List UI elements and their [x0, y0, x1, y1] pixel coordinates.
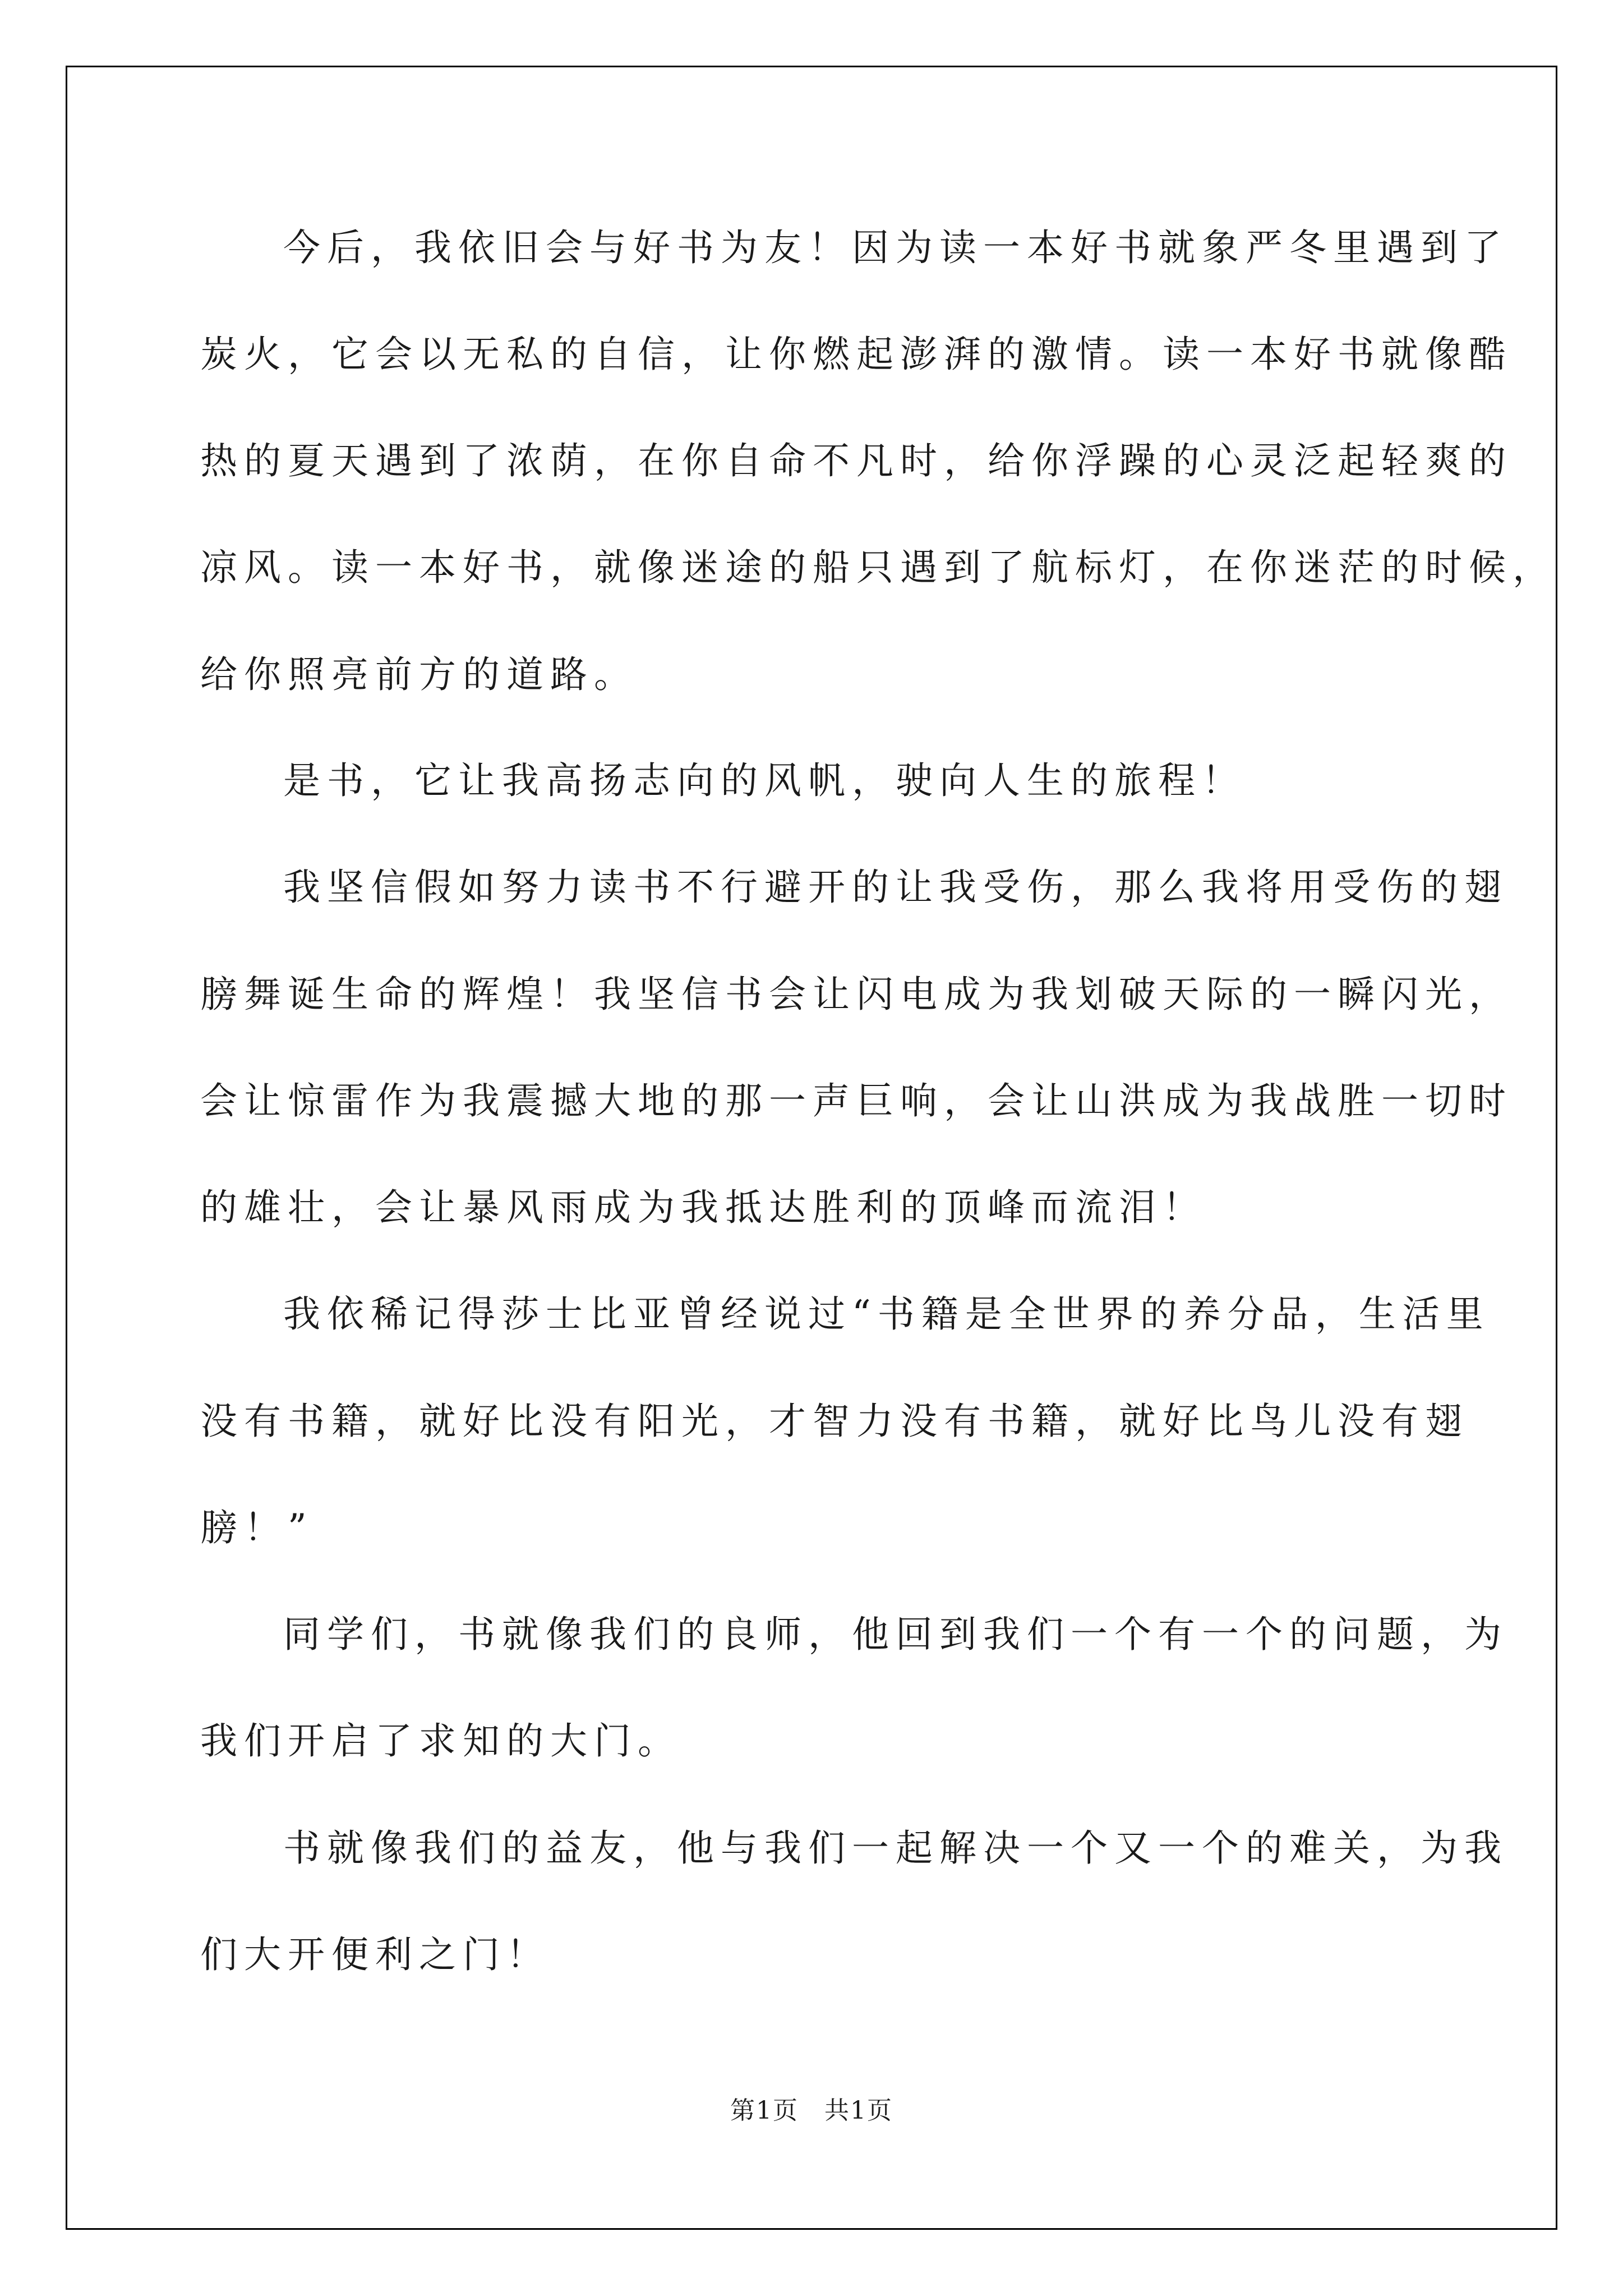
paragraph-line: 的雄壮，会让暴风雨成为我抵达胜利的顶峰而流泪！ [200, 1186, 1206, 1229]
paragraph-line: 会让惊雷作为我震撼大地的那一声巨响，会让山洪成为我战胜一切时 [200, 1079, 1513, 1122]
page-border [66, 66, 1557, 2230]
paragraph-line: 膀舞诞生命的辉煌！我坚信书会让闪电成为我划破天际的一瞬闪光， [200, 973, 1513, 1016]
page-number-footer: 第1页 共1页 [730, 2096, 893, 2125]
paragraph-line: 没有书籍，就好比没有阳光，才智力没有书籍，就好比鸟儿没有翅 [200, 1400, 1469, 1443]
paragraph-line: 们大开便利之门！ [200, 1933, 550, 1976]
paragraph-line: 我们开启了求知的大门。 [200, 1719, 681, 1763]
paragraph-line: 今后，我依旧会与好书为友！因为读一本好书就象严冬里遇到了 [283, 226, 1508, 269]
paragraph-line: 是书，它让我高扬志向的风帆，驶向人生的旅程！ [283, 759, 1246, 802]
paragraph-line: 膀！” [200, 1506, 313, 1549]
paragraph-line: 热的夏天遇到了浓荫，在你自命不凡时，给你浮躁的心灵泛起轻爽的 [200, 439, 1513, 482]
paragraph-line: 炭火，它会以无私的自信，让你燃起澎湃的激情。读一本好书就像酷 [200, 333, 1513, 376]
paragraph-line: 同学们，书就像我们的良师，他回到我们一个有一个的问题，为 [283, 1613, 1508, 1656]
paragraph-line: 我依稀记得莎士比亚曾经说过“书籍是全世界的养分品，生活里 [283, 1292, 1490, 1336]
paragraph-line: 书就像我们的益友，他与我们一起解决一个又一个的难关，为我 [283, 1826, 1508, 1870]
paragraph-line: 凉风。读一本好书，就像迷途的船只遇到了航标灯，在你迷茫的时候， [200, 546, 1556, 589]
paragraph-line: 给你照亮前方的道路。 [200, 653, 638, 696]
paragraph-line: 我坚信假如努力读书不行避开的让我受伤，那么我将用受伤的翅 [283, 866, 1508, 909]
